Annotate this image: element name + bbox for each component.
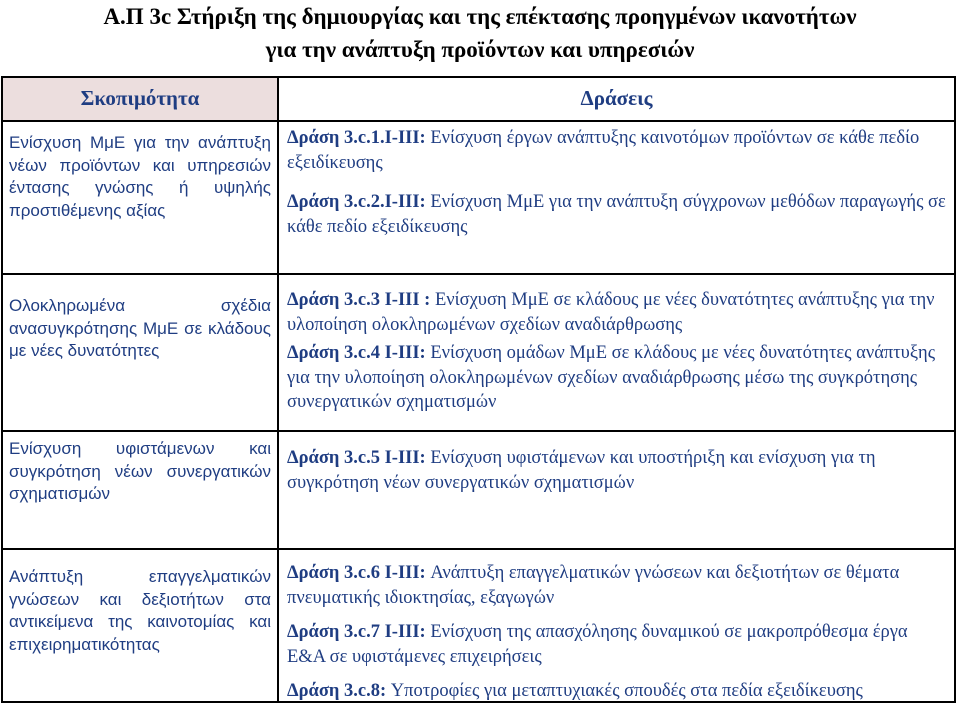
action-code: Δράση 3.c.3 I-III :: [287, 290, 431, 310]
action-code: Δράση 3.c.1.I-III:: [287, 128, 426, 148]
actions-cell: [279, 122, 954, 275]
actions-cell: [279, 275, 954, 432]
page-title: [0, 0, 960, 66]
page-title-line-1: Α.Π 3c Στήριξη της δημιουργίας και της επέκτασης προηγμένων ικανοτήτων: [103, 4, 857, 29]
action-text: Ενίσχυση ΜμΕ σε κλάδους με νέες δυνατότητες ανάπτυξης για την υλοποίηση ολοκληρωμένων σχεδίων αναδιάρθρωσης: [287, 290, 935, 335]
action-text: Υποτροφίες για μεταπτυχιακές σπουδές στα πεδία εξειδίκευσης: [386, 681, 863, 701]
action-item: [287, 620, 946, 669]
actions-cell: [279, 550, 954, 703]
action-code: Δράση 3.c.6 I-III:: [287, 563, 426, 583]
actions-column-header: Δράσεις: [279, 78, 954, 122]
page-title-line-2: για την ανάπτυξη προϊόντων και υπηρεσιών: [265, 37, 695, 62]
objective-column: [3, 122, 279, 701]
action-code: Δράση 3.c.5 I-III:: [287, 448, 426, 468]
action-text: Ενίσχυση ΜμΕ για την ανάπτυξη σύγχρονων μεθόδων παραγωγής σε κάθε πεδίο εξειδίκευσης: [287, 192, 946, 237]
action-code: Δράση 3.c.4 I-III:: [287, 343, 426, 363]
action-item: [287, 446, 946, 495]
action-item: [287, 679, 946, 704]
objective-cell: Ολοκληρωμένα σχέδια ανασυγκρότησης ΜμΕ σε κλάδους με νέες δυνατότητες: [3, 275, 277, 432]
action-text: Ενίσχυση της απασχόλησης δυναμικού σε μακροπρόθεσμα έργα Ε&Α σε υφιστάμενες επιχειρήσεις: [287, 622, 908, 667]
actions-cell: [279, 432, 954, 550]
action-text: Ανάπτυξη επαγγελματικών γνώσεων και δεξιοτήτων σε θέματα πνευματικής ιδιοκτησίας, εξαγωγών: [287, 563, 900, 608]
action-text: Ενίσχυση έργων ανάπτυξης καινοτόμων προϊόντων σε κάθε πεδίο εξειδίκευσης: [287, 128, 920, 173]
actions-column: [279, 122, 954, 701]
action-item: [287, 126, 946, 175]
action-code: Δράση 3.c.7 I-III:: [287, 622, 426, 642]
action-item: [287, 561, 946, 610]
objective-column-header: Σκοπιμότητα: [3, 78, 279, 122]
objective-cell: Ανάπτυξη επαγγελματικών γνώσεων και δεξιοτήτων στα αντικείμενα της καινοτομίας και επιχειρηματικότητας: [9, 567, 271, 654]
objective-cell: Ενίσχυση ΜμΕ για την ανάπτυξη νέων προϊόντων και υπηρεσιών έντασης γνώσης ή υψηλής προστιθέμενης αξίας: [3, 122, 277, 275]
action-item: [287, 288, 946, 337]
actions-table: [1, 76, 956, 703]
action-code: Δράση 3.c.2.I-III:: [287, 192, 426, 212]
action-item: [287, 190, 946, 239]
objective-cell: Ενίσχυση υφιστάμενων και συγκρότηση νέων συνεργατικών σχηματισμών: [3, 432, 277, 550]
action-code: Δράση 3.c.8:: [287, 681, 387, 701]
action-text: Ενίσχυση υφιστάμενων και υποστήριξη και ενίσχυση για τη συγκρότηση νέων συνεργατικών σχηματισμών: [287, 448, 876, 493]
action-item: [287, 341, 946, 415]
action-text: Ενίσχυση ομάδων ΜμΕ σε κλάδους με νέες δυνατότητες ανάπτυξης για την υλοποίηση ολοκληρωμένων σχεδίων αναδιάρθρωσης μέσω της συγκρότησης συνεργατικών σχηματισμών: [287, 343, 936, 412]
